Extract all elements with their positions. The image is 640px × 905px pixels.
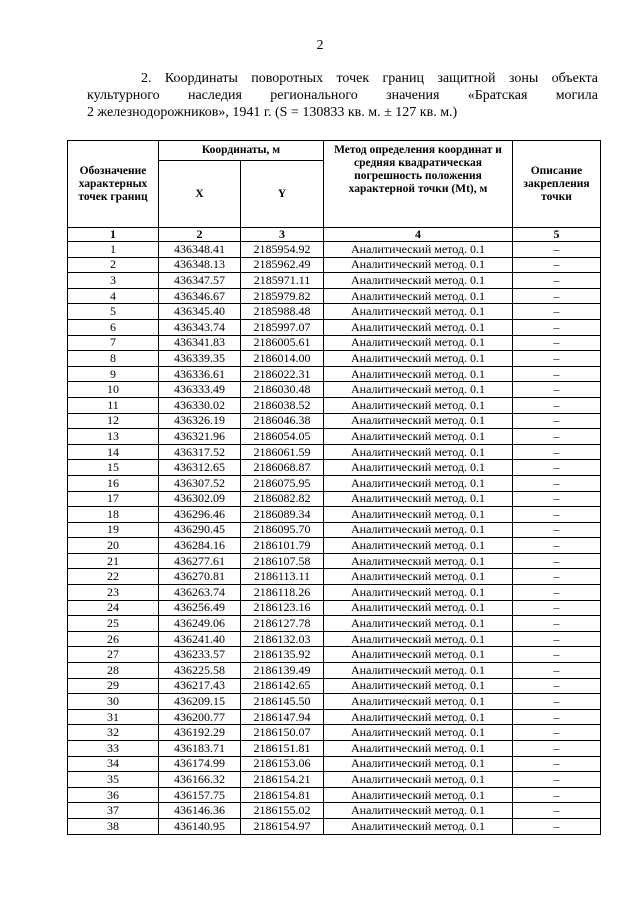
y-coordinate: 2186030.48 [241,382,324,398]
column-number: 5 [513,228,601,242]
point-id: 8 [68,351,159,367]
header-coordinates: Координаты, м [159,141,324,161]
point-id: 12 [68,413,159,429]
point-id: 15 [68,460,159,476]
fixation-description: – [513,600,601,616]
fixation-description: – [513,460,601,476]
method: Аналитический метод. 0.1 [324,304,513,320]
fixation-description: – [513,803,601,819]
column-number: 1 [68,228,159,242]
x-coordinate: 436339.35 [159,351,241,367]
fixation-description: – [513,507,601,523]
x-coordinate: 436183.71 [159,741,241,757]
method: Аналитический метод. 0.1 [324,616,513,632]
y-coordinate: 2185954.92 [241,242,324,258]
method: Аналитический метод. 0.1 [324,491,513,507]
x-coordinate: 436290.45 [159,522,241,538]
y-coordinate: 2186132.03 [241,631,324,647]
y-coordinate: 2185979.82 [241,288,324,304]
fixation-description: – [513,444,601,460]
y-coordinate: 2186123.16 [241,600,324,616]
y-coordinate: 2186139.49 [241,663,324,679]
method: Аналитический метод. 0.1 [324,663,513,679]
method: Аналитический метод. 0.1 [324,647,513,663]
x-coordinate: 436270.81 [159,569,241,585]
table-row [68,663,601,679]
header-x: X [159,161,241,228]
fixation-description: – [513,491,601,507]
x-coordinate: 436146.36 [159,803,241,819]
point-id: 9 [68,366,159,382]
point-id: 33 [68,741,159,757]
x-coordinate: 436321.96 [159,429,241,445]
method: Аналитический метод. 0.1 [324,678,513,694]
fixation-description: – [513,397,601,413]
table-row [68,382,601,398]
table-row [68,741,601,757]
x-coordinate: 436317.52 [159,444,241,460]
point-id: 4 [68,288,159,304]
point-id: 18 [68,507,159,523]
x-coordinate: 436312.65 [159,460,241,476]
point-id: 28 [68,663,159,679]
y-coordinate: 2186061.59 [241,444,324,460]
x-coordinate: 436284.16 [159,538,241,554]
y-coordinate: 2186005.61 [241,335,324,351]
x-coordinate: 436192.29 [159,725,241,741]
coordinates-table [67,140,601,835]
table-row [68,413,601,429]
y-coordinate: 2186075.95 [241,475,324,491]
x-coordinate: 436225.58 [159,663,241,679]
table-row [68,709,601,725]
y-coordinate: 2186154.81 [241,787,324,803]
table-row [68,818,601,834]
fixation-description: – [513,273,601,289]
fixation-description: – [513,335,601,351]
fixation-description: – [513,475,601,491]
fixation-description: – [513,756,601,772]
point-id: 1 [68,242,159,258]
fixation-description: – [513,678,601,694]
y-coordinate: 2185971.11 [241,273,324,289]
method: Аналитический метод. 0.1 [324,273,513,289]
point-id: 25 [68,616,159,632]
method: Аналитический метод. 0.1 [324,366,513,382]
method: Аналитический метод. 0.1 [324,522,513,538]
point-id: 3 [68,273,159,289]
x-coordinate: 436256.49 [159,600,241,616]
point-id: 35 [68,772,159,788]
point-id: 7 [68,335,159,351]
fixation-description: – [513,288,601,304]
fixation-description: – [513,585,601,601]
y-coordinate: 2186147.94 [241,709,324,725]
table-row [68,585,601,601]
y-coordinate: 2186068.87 [241,460,324,476]
fixation-description: – [513,694,601,710]
fixation-description: – [513,772,601,788]
y-coordinate: 2186082.82 [241,491,324,507]
fixation-description: – [513,413,601,429]
table-row [68,491,601,507]
title-line: культурного наследия регионального значения «Братская могила [87,88,598,103]
x-coordinate: 436348.41 [159,242,241,258]
y-coordinate: 2186095.70 [241,522,324,538]
method: Аналитический метод. 0.1 [324,413,513,429]
point-id: 23 [68,585,159,601]
point-id: 29 [68,678,159,694]
method: Аналитический метод. 0.1 [324,397,513,413]
fixation-description: – [513,631,601,647]
x-coordinate: 436347.57 [159,273,241,289]
x-coordinate: 436200.77 [159,709,241,725]
table-row [68,647,601,663]
method: Аналитический метод. 0.1 [324,725,513,741]
table-row [68,553,601,569]
point-id: 17 [68,491,159,507]
fixation-description: – [513,522,601,538]
table-row [68,273,601,289]
x-coordinate: 436209.15 [159,694,241,710]
table-row [68,397,601,413]
table-row [68,522,601,538]
point-id: 34 [68,756,159,772]
point-id: 21 [68,553,159,569]
method: Аналитический метод. 0.1 [324,772,513,788]
y-coordinate: 2186113.11 [241,569,324,585]
column-number: 4 [324,228,513,242]
table-row [68,288,601,304]
header-y: Y [241,161,324,228]
point-id: 31 [68,709,159,725]
point-id: 30 [68,694,159,710]
table-row [68,772,601,788]
method: Аналитический метод. 0.1 [324,631,513,647]
table-row [68,569,601,585]
point-id: 20 [68,538,159,554]
table-row [68,694,601,710]
x-coordinate: 436330.02 [159,397,241,413]
method: Аналитический метод. 0.1 [324,319,513,335]
table-row [68,631,601,647]
section-title [87,70,598,121]
x-coordinate: 436346.67 [159,288,241,304]
fixation-description: – [513,553,601,569]
y-coordinate: 2186022.31 [241,366,324,382]
table-row [68,616,601,632]
fixation-description: – [513,725,601,741]
point-id: 32 [68,725,159,741]
x-coordinate: 436157.75 [159,787,241,803]
y-coordinate: 2186038.52 [241,397,324,413]
fixation-description: – [513,709,601,725]
x-coordinate: 436140.95 [159,818,241,834]
x-coordinate: 436343.74 [159,319,241,335]
method: Аналитический метод. 0.1 [324,553,513,569]
point-id: 22 [68,569,159,585]
x-coordinate: 436296.46 [159,507,241,523]
method: Аналитический метод. 0.1 [324,335,513,351]
method: Аналитический метод. 0.1 [324,787,513,803]
y-coordinate: 2185988.48 [241,304,324,320]
point-id: 14 [68,444,159,460]
fixation-description: – [513,818,601,834]
fixation-description: – [513,242,601,258]
table-row [68,538,601,554]
method: Аналитический метод. 0.1 [324,351,513,367]
y-coordinate: 2186154.97 [241,818,324,834]
method: Аналитический метод. 0.1 [324,709,513,725]
point-id: 36 [68,787,159,803]
y-coordinate: 2186118.26 [241,585,324,601]
x-coordinate: 436307.52 [159,475,241,491]
method: Аналитический метод. 0.1 [324,257,513,273]
x-coordinate: 436174.99 [159,756,241,772]
x-coordinate: 436277.61 [159,553,241,569]
y-coordinate: 2186155.02 [241,803,324,819]
point-id: 16 [68,475,159,491]
title-line: 2. Координаты поворотных точек границ защитной зоны объекта [141,71,598,86]
fixation-description: – [513,429,601,445]
point-id: 26 [68,631,159,647]
point-id: 27 [68,647,159,663]
fixation-description: – [513,569,601,585]
y-coordinate: 2185962.49 [241,257,324,273]
y-coordinate: 2186153.06 [241,756,324,772]
x-coordinate: 436336.61 [159,366,241,382]
x-coordinate: 436345.40 [159,304,241,320]
x-coordinate: 436341.83 [159,335,241,351]
method: Аналитический метод. 0.1 [324,803,513,819]
y-coordinate: 2186150.07 [241,725,324,741]
fixation-description: – [513,616,601,632]
method: Аналитический метод. 0.1 [324,818,513,834]
method: Аналитический метод. 0.1 [324,600,513,616]
point-id: 10 [68,382,159,398]
y-coordinate: 2186046.38 [241,413,324,429]
point-id: 38 [68,818,159,834]
point-id: 5 [68,304,159,320]
y-coordinate: 2186014.00 [241,351,324,367]
table-row [68,257,601,273]
method: Аналитический метод. 0.1 [324,475,513,491]
table-row [68,460,601,476]
header-method: Метод определения координат и средняя квадратическая погрешность положения характерной точки (Mt), м [324,141,513,228]
table-row [68,803,601,819]
fixation-description: – [513,647,601,663]
table-row [68,366,601,382]
method: Аналитический метод. 0.1 [324,756,513,772]
header-point-designation: Обозначение характерных точек границ [68,141,159,228]
x-coordinate: 436166.32 [159,772,241,788]
y-coordinate: 2186154.21 [241,772,324,788]
x-coordinate: 436249.06 [159,616,241,632]
column-number: 2 [159,228,241,242]
fixation-description: – [513,538,601,554]
table-row [68,444,601,460]
fixation-description: – [513,382,601,398]
point-id: 11 [68,397,159,413]
method: Аналитический метод. 0.1 [324,429,513,445]
method: Аналитический метод. 0.1 [324,694,513,710]
fixation-description: – [513,304,601,320]
y-coordinate: 2186145.50 [241,694,324,710]
fixation-description: – [513,257,601,273]
table-row [68,475,601,491]
y-coordinate: 2186151.81 [241,741,324,757]
table-row [68,319,601,335]
point-id: 37 [68,803,159,819]
x-coordinate: 436241.40 [159,631,241,647]
fixation-description: – [513,663,601,679]
table-row [68,787,601,803]
y-coordinate: 2186107.58 [241,553,324,569]
x-coordinate: 436233.57 [159,647,241,663]
y-coordinate: 2186101.79 [241,538,324,554]
header-description: Описание закрепления точки [513,141,601,228]
table-row [68,678,601,694]
fixation-description: – [513,366,601,382]
point-id: 19 [68,522,159,538]
x-coordinate: 436326.19 [159,413,241,429]
x-coordinate: 436217.43 [159,678,241,694]
method: Аналитический метод. 0.1 [324,538,513,554]
y-coordinate: 2186135.92 [241,647,324,663]
column-number: 3 [241,228,324,242]
method: Аналитический метод. 0.1 [324,507,513,523]
x-coordinate: 436348.13 [159,257,241,273]
method: Аналитический метод. 0.1 [324,242,513,258]
point-id: 24 [68,600,159,616]
title-line: 2 железнодорожников», 1941 г. (S = 130833 кв. м. ± 127 кв. м.) [87,105,458,120]
x-coordinate: 436263.74 [159,585,241,601]
y-coordinate: 2186089.34 [241,507,324,523]
table-row [68,725,601,741]
table-row [68,507,601,523]
method: Аналитический метод. 0.1 [324,460,513,476]
table-row [68,335,601,351]
table-row [68,429,601,445]
fixation-description: – [513,741,601,757]
fixation-description: – [513,787,601,803]
table-row [68,600,601,616]
table-row [68,304,601,320]
point-id: 6 [68,319,159,335]
method: Аналитический метод. 0.1 [324,585,513,601]
method: Аналитический метод. 0.1 [324,569,513,585]
fixation-description: – [513,319,601,335]
method: Аналитический метод. 0.1 [324,741,513,757]
point-id: 2 [68,257,159,273]
fixation-description: – [513,351,601,367]
method: Аналитический метод. 0.1 [324,288,513,304]
x-coordinate: 436302.09 [159,491,241,507]
method: Аналитический метод. 0.1 [324,382,513,398]
y-coordinate: 2186127.78 [241,616,324,632]
x-coordinate: 436333.49 [159,382,241,398]
point-id: 13 [68,429,159,445]
table-row [68,756,601,772]
table-row [68,351,601,367]
table-row [68,242,601,258]
y-coordinate: 2185997.07 [241,319,324,335]
y-coordinate: 2186142.65 [241,678,324,694]
y-coordinate: 2186054.05 [241,429,324,445]
method: Аналитический метод. 0.1 [324,444,513,460]
page-number: 2 [316,38,324,53]
